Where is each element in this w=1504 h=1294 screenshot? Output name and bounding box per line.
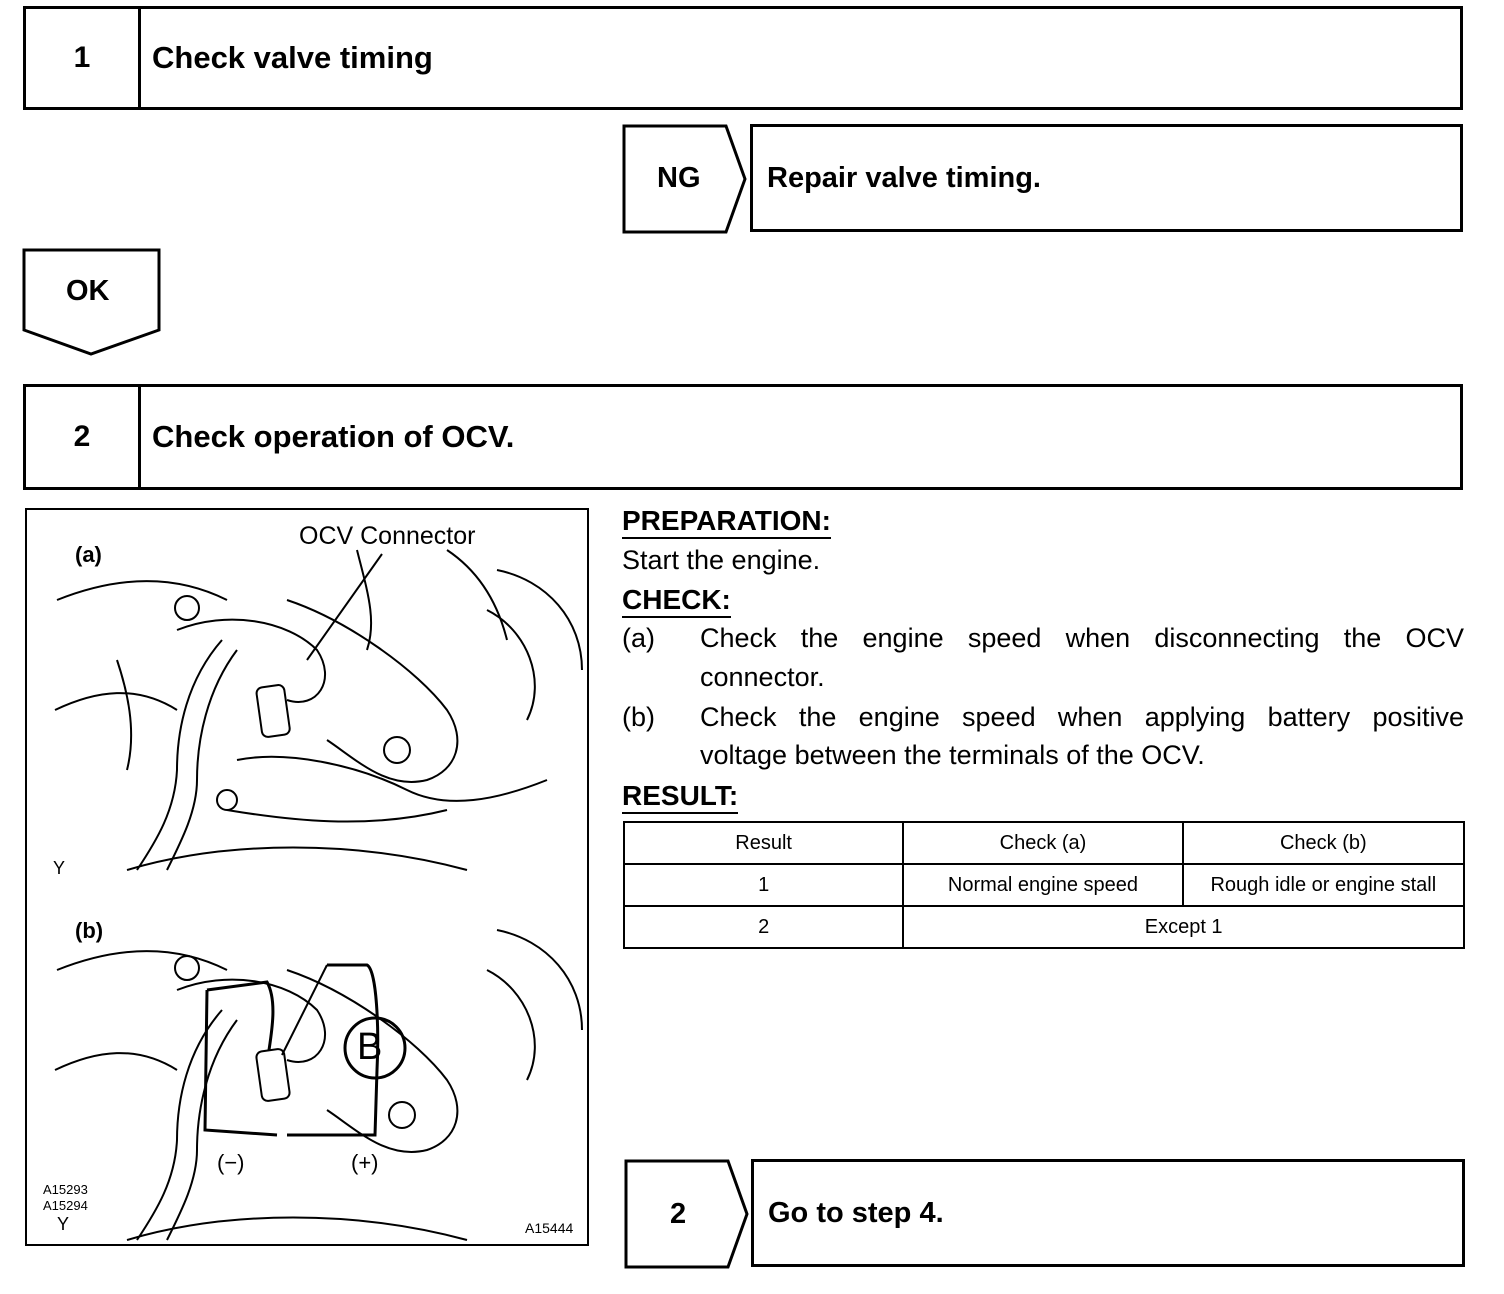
- result-2-arrow-icon: [624, 1159, 750, 1269]
- plus-terminal-label: (+): [351, 1150, 379, 1175]
- battery-b-label: B: [357, 1026, 383, 1068]
- ocv-figure: [25, 508, 589, 1246]
- step-number: 2: [26, 387, 141, 487]
- check-item-line: voltage between the terminals of the OCV.: [700, 740, 1205, 770]
- step-1-box: [23, 6, 1463, 110]
- label-a: (a): [75, 542, 102, 567]
- step-number: 1: [26, 9, 141, 107]
- table-cell: Rough idle or engine stall: [1183, 864, 1464, 906]
- minus-terminal-label: (−): [217, 1150, 245, 1175]
- ng-action-text: Repair valve timing.: [767, 161, 1041, 194]
- step-title: Check operation of OCV.: [152, 419, 515, 454]
- preparation-heading: PREPARATION:: [622, 505, 831, 539]
- preparation-text: Start the engine.: [622, 545, 821, 575]
- ng-action-box: [750, 124, 1463, 232]
- table-cell: 2: [624, 906, 903, 948]
- ocv-connector-callout: OCV Connector: [299, 522, 476, 550]
- table-row: [624, 864, 1464, 906]
- figure-code-main: A15444: [525, 1220, 574, 1236]
- table-header-cell: Check (b): [1183, 822, 1464, 864]
- table-header-row: [624, 822, 1464, 864]
- step-2-box: [23, 384, 1463, 490]
- label-b: (b): [75, 918, 104, 943]
- result-heading: RESULT:: [622, 780, 738, 814]
- check-heading: CHECK:: [622, 584, 731, 618]
- ok-label: OK: [66, 275, 110, 307]
- goto-step-box: [751, 1159, 1465, 1267]
- figure-code-1: A15293: [43, 1182, 88, 1197]
- result-2-label: 2: [670, 1198, 687, 1230]
- table-row: [624, 906, 1464, 948]
- figure-code-2: A15294: [43, 1198, 88, 1213]
- y-marker-a: Y: [53, 858, 66, 878]
- table-header-cell: Check (a): [903, 822, 1182, 864]
- goto-step-text: Go to step 4.: [768, 1196, 944, 1229]
- result-table: [623, 821, 1465, 949]
- check-item-marker: (b): [622, 702, 655, 732]
- table-header-cell: Result: [624, 822, 903, 864]
- check-item-line: connector.: [700, 662, 825, 692]
- engine-illustration: [27, 510, 587, 1244]
- y-marker-b: Y: [57, 1214, 70, 1234]
- table-cell: Normal engine speed: [903, 864, 1182, 906]
- step-title: Check valve timing: [152, 40, 433, 75]
- check-item-line: Check the engine speed when disconnecting the OCV: [700, 623, 1464, 653]
- check-item-marker: (a): [622, 623, 655, 653]
- check-item-line: Check the engine speed when applying battery positive: [700, 702, 1464, 732]
- ng-label: NG: [657, 162, 701, 194]
- table-cell: 1: [624, 864, 903, 906]
- table-cell: Except 1: [903, 906, 1464, 948]
